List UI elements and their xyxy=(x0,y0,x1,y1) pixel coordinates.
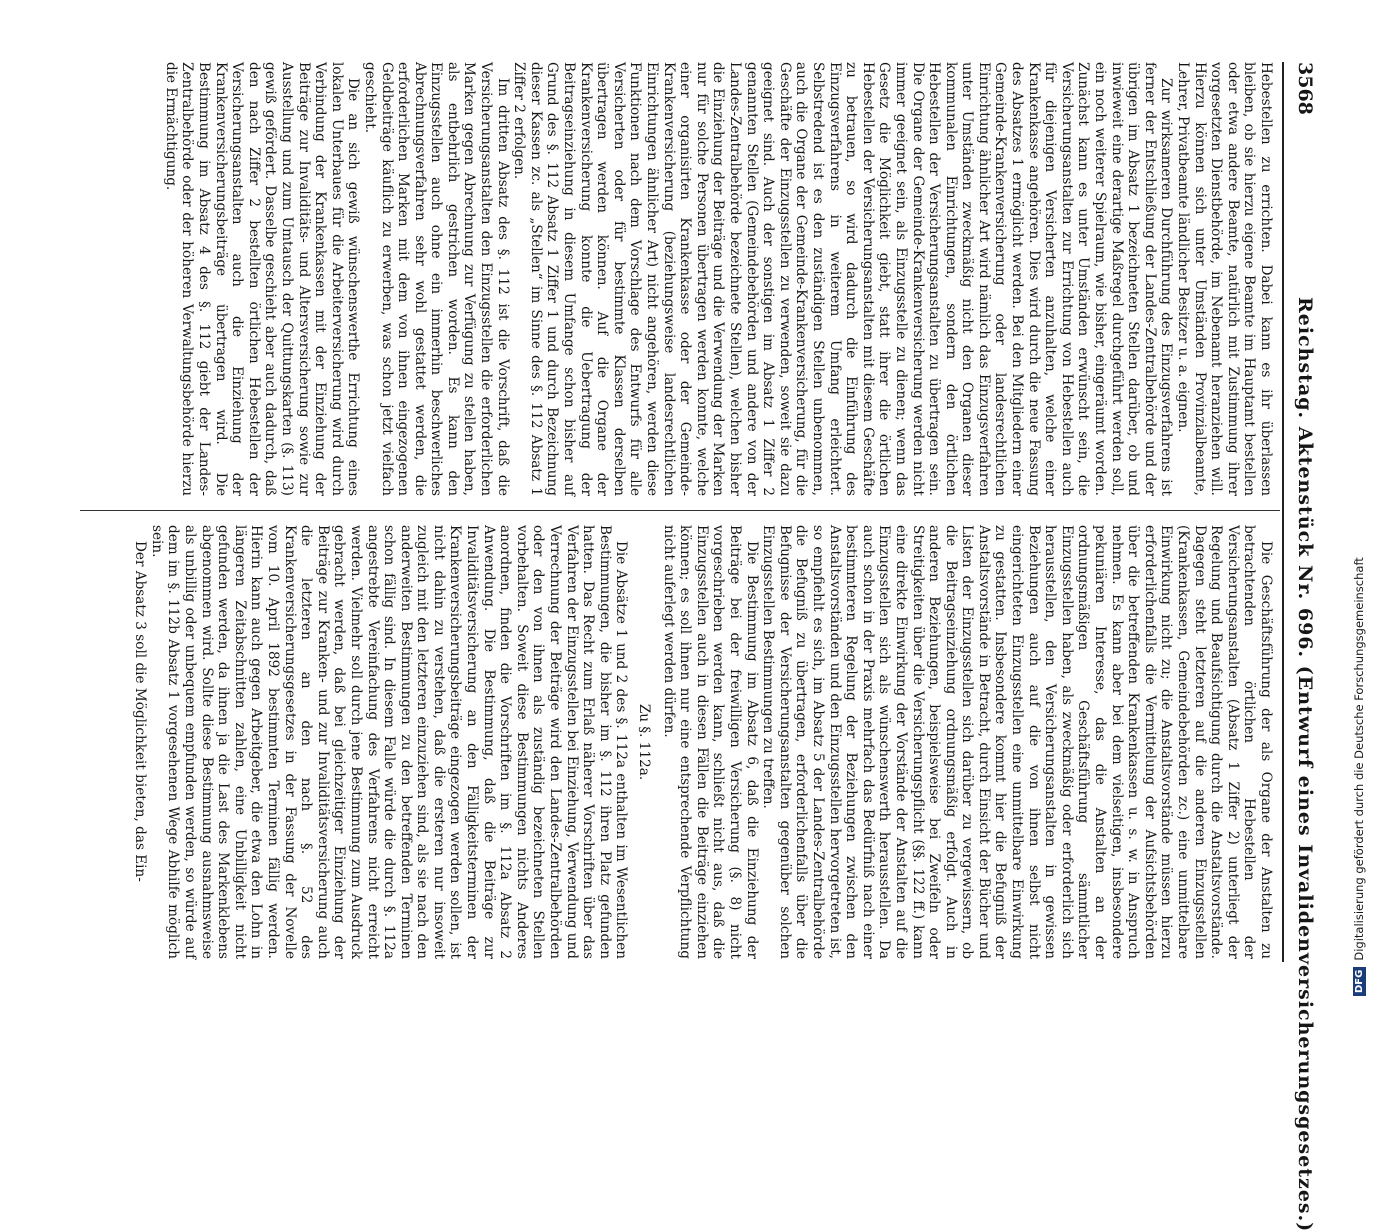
left-column xyxy=(162,62,1274,496)
digitization-credit xyxy=(1352,0,1378,996)
paragraph: Die an sich gewiß wünschenswerthe Errichtung eines lokalen Unterbaues für die Arbeiterversicherung wird durch Verbindung der Krankenkassen mit der Einziehung der Beiträge zur Invaliditäts- und Altersversicherung sowie zur Ausstellung und zum Umtausch der Quittungskarten (§. 113) gewiß gefördert. Dasselbe geschieht aber auch dadurch, daß den nach Ziffer 2 bestellten örtlichen Hebestellen der Versicherungsanstalten auch die Einziehung der Krankenversicherungsbeiträge übertragen wird. Die Bestimmung im Absatz 4 des §. 112 giebt der Landes-Zentralbehörde oder der höheren Verwaltungsbehörde hierzu die Ermächtigung. xyxy=(162,62,362,496)
dfg-logo: DFG xyxy=(1353,967,1366,996)
column-divider xyxy=(80,510,1280,511)
credit-text: Digitalisierung gefördert durch die Deutsche Forschungsgemeinschaft xyxy=(1352,557,1366,961)
page-number: 3568 xyxy=(1294,62,1316,115)
paragraph: Im dritten Absatz des §. 112 ist die Vorschrift, daß die Versicherungsanstalten den Einzugsstellen die erforderlichen Marken gegen Abrechnung zur Verfügung zu stellen haben, als entbehrlich gestrichen worden. Es kann den Einzugsstellen auch ohne ein immerhin beschwerliches Abrechnungsverfahren sehr wohl gestattet werden, die erforderlichen Marken mit dem von ihnen eingezogenen Geldbeiträge käuflich zu erwerben, was schon jetzt vielfach geschieht. xyxy=(361,62,511,496)
paragraph: Die Absätze 1 und 2 des §. 112a enthalten im Wesentlichen Bestimmungen, die bisher im §. 112 ihren Platz gefunden hatten. Das Recht zum Erlaß näherer Vorschriften über das Verfahren der Einzugsstellen bei Einziehung, Verwendung und Verrechnung der Beiträge wird den Landes-Zentralbehörden oder den von ihnen als zuständig bezeichneten Stellen vorbehalten. Soweit diese Bestimmungen nichts Anderes anordnen, finden die Vorschriften im §. 112a Absatz 2 Anwendung. Die Bestimmung, daß die Beiträge zur Invaliditätsversicherung an den Fälligkeitsterminen der Krankenversicherungsbeiträge eingezogen werden sollen, ist nicht dahin zu verstehen, daß die ersteren nur insoweit zugleich mit den letzteren einzuziehen sind, als sie nach den anderweiten Bestimmungen zu den betreffenden Terminen schon fällig sind. In diesem Falle würde die durch §. 112a angestrebte Vereinfachung des Verfahrens nicht erreicht werden. Vielmehr soll durch jene Bestimmung zum Ausdruck gebracht werden, daß bei gleichzeitiger Einziehung der Beiträge zur Kranken- und zur Invaliditätsversicherung auch die letzteren an den nach §. 52 des Krankenversicherungsgesetzes in der Fassung der Novelle vom 10. April 1892 bestimmten Terminen fällig werden. Hierin kann auch gegen Arbeitgeber, die etwa den Lohn in längeren Zeitabschnitten zahlen, eine Unbilligkeit nicht gefunden werden, da ihnen ja die Last des Markenklebens abgenommen wird. Sollte diese Bestimmung ausnahmsweise als unbillig oder unbequem empfunden werden, so würde auf dem im §. 112b Absatz 1 vorgesehenen Wege Abhilfe möglich sein. xyxy=(148,525,630,959)
header-rule xyxy=(1282,62,1284,962)
paragraph: Die Bestimmung im Absatz 6, daß die Einziehung der Beiträge bei der freiwilligen Versicherung (§. 8) nicht vorgeschrieben werden kann, schließt nicht aus, daß die Einzugsstellen auch in diesen Fällen die Beiträge einziehen können; es soll ihnen nur eine entsprechende Verpflichtung nicht auferlegt werden dürfen. xyxy=(660,525,760,959)
right-column xyxy=(132,525,1274,959)
section-heading: Zu §. 112a. xyxy=(636,703,653,781)
running-title: Reichstag. Aktenstück Nr. 696. (Entwurf eines Invalidenversicherungsgesetzes.) xyxy=(1294,297,1316,1232)
rotated-page-content xyxy=(73,62,1318,1232)
page-header xyxy=(1288,62,1318,1232)
paragraph: Der Absatz 3 soll die Möglichkeit bieten, das Ein- xyxy=(132,541,149,882)
paragraph: Die Geschäftsführung der als Organe der Anstalten zu betrachtenden örtlichen Hebestellen der Versicherungsanstalten (Absatz 1 Ziffer 2) unterliegt der Regelung und Beaufsichtigung durch die Anstaltsvorstände. Dagegen steht letzteren auf die anderen Einzugsstellen (Krankenkassen, Gemeindebehörden zc.) eine unmittelbare Einwirkung nicht zu; die Anstaltsvorstände müssen hierzu erforderlichenfalls die Vermittelung der Aufsichtsbehörden über die betreffenden Krankenkassen u. s. w. in Anspruch nehmen. Es kann aber bei dem vielseitigen, insbesondere pekuniären Interesse, das die Anstalten an der ordnungsmäßigen Geschäftsführung sämmtlicher Einzugsstellen haben, als zweckmäßig oder erforderlich sich herausstellen, den Versicherungsanstalten in gewissen Beziehungen auch auf die von ihnen selbst nicht eingerichteten Einzugsstellen eine unmittelbare Einwirkung zu gestatten. Insbesondere kommt hier die Befugniß der Anstaltsvorstände in Betracht, durch Einsicht der Bücher und Listen der Einzugsstellen sich darüber zu vergewissern, ob die Beitragseinziehung ordnungsmäßig erfolgt. Auch in anderen Beziehungen, beispielsweise bei Zweifeln oder Streitigkeiten über die Versicherungspflicht (§§. 122 ff.) kann eine direkte Einwirkung der Vorstände der Anstalten auf die Einzugsstellen sich als wünschenswerth herausstellen. Da auch schon in der Praxis mehrfach das Bedürfniß nach einer bestimmteren Regelung der Beziehungen zwischen den Anstaltsvorständen und den Einzugsstellen hervorgetreten ist, so empfiehlt es sich, im Absatz 5 der Landes-Zentralbehörde die Befugniß zu übertragen, erforderlichenfalls über die Befugnisse der Versicherungsanstalten gegenüber solchen Einzugsstellen Bestimmungen zu treffen. xyxy=(760,525,1274,959)
paragraph: Zur wirksameren Durchführung des Einzugsverfahrens ist ferner der Entschließung der Landes-Zentralbehörde und der übrigen im Absatz 1 bezeichneten Stellen darüber, ob und inwieweit eine derartige Maßregel durchgeführt werden soll, ein noch weiterer Spielraum, wie bisher, eingeräumt worden. Zunächst kann es unter Umständen erwünscht sein, die Versicherungsanstalten zur Errichtung von Hebestellen auch für diejenigen Versicherten anzuhalten, welche einer Krankenkasse angehören. Dies wird durch die neue Fassung des Absatzes 1 ermöglicht werden. Bei den Mitgliedern einer Gemeinde-Krankenversicherung oder landesrechtlichen Einrichtung ähnlicher Art wird nämlich das Einzugsverfahren unter Umständen zweckmäßig nicht den Organen dieser kommunalen Einrichtungen, sondern den örtlichen Hebestellen der Versicherungsanstalten zu übertragen sein. Die Organe der Gemeinde-Krankenversicherung werden nicht immer geeignet sein, als Einzugsstelle zu dienen; wenn das Gesetz die Möglichkeit giebt, statt ihrer die örtlichen Hebestellen der Versicherungsanstalten mit diesem Geschäfte zu betrauen, so wird dadurch die Einführung des Einzugsverfahrens in weiterem Umfang erleichtert. Selbstredend ist es den zuständigen Stellen unbenommen, auch die Organe der Gemeinde-Krankenversicherung, für die Geschäfte der Einzugsstellen zu verwenden, soweit sie dazu geeignet sind. Auch der sonstigen im Absatz 1 Ziffer 2 genannten Stellen (Gemeindebehörden und andere von der Landes-Zentralbehörde bezeichnete Stellen), welchen bisher die Einziehung der Beiträge und die Verwendung der Marken nur für solche Personen übertragen werden konnte, welche einer organisirten Krankenkasse oder der Gemeinde-Krankenversicherung (beziehungsweise landesrechtlichen Einrichtungen ähnlicher Art) nicht angehören, werden diese Funktionen nach dem Vorschlage des Entwurfs für alle Versicherten oder für bestimmte Klassen derselben übertragen werden können. Auf die Organe der Krankenversicherung konnte die Uebertragung der Beitragseinziehung in diesem Umfange schon bisher auf Grund des §. 112 Absatz 1 Ziffer 1 und durch Bezeichnung dieser Kassen zc. als „Stellen“ im Sinne des §. 112 Absatz 1 Ziffer 2 erfolgen. xyxy=(511,62,1175,496)
paragraph: Hebestellen zu errichten. Dabei kann es ihr überlassen bleiben, ob sie hierzu eigene Beamte im Hauptamt bestellen oder etwa andere Beamte, natürlich mit Zustimmung ihrer vorgesetzten Dienstbehörde, im Nebenamt heranziehen will. Hierzu können sich unter Umständen Provinzialbeamte, Lehrer, Privatbeamte ländlicher Besitzer u. a. eignen. xyxy=(1175,62,1274,496)
